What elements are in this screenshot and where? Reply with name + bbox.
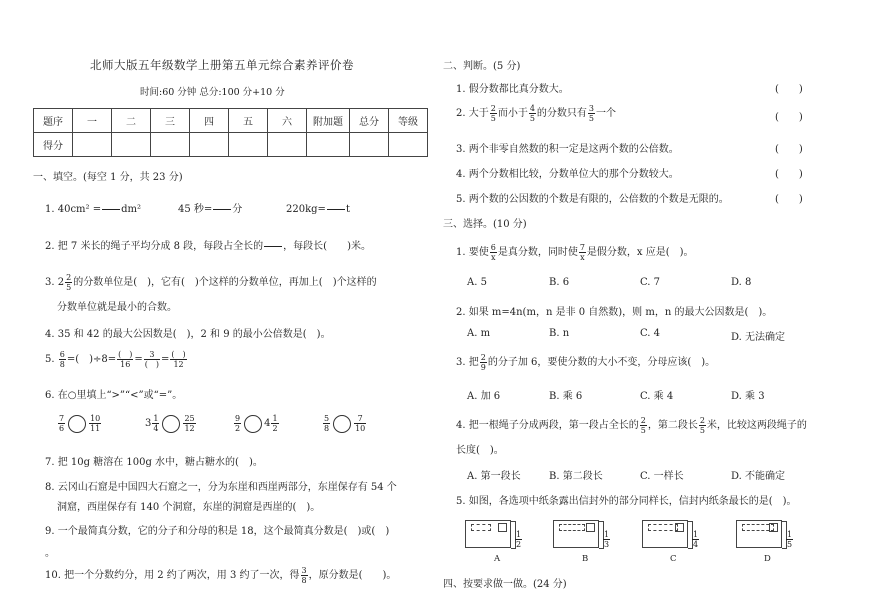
fraction: $\frac{9}{2}$ (235, 414, 241, 433)
score-cell[interactable] (73, 133, 112, 157)
c1-text: 1. 要使 (456, 247, 489, 258)
fraction: $\frac{2}{5}$ (490, 104, 496, 123)
c1-text: 是真分数，同时使 (497, 247, 578, 258)
blank-fraction[interactable] (327, 200, 345, 219)
envelope-illustration (465, 520, 511, 548)
compare-item-3 (233, 414, 280, 433)
section-4-heading: 四、按要求做一做。(24 分) (443, 579, 567, 590)
q5-number: 5. (45, 354, 55, 365)
option-a[interactable]: A. m (467, 328, 491, 339)
blank-fraction[interactable] (264, 237, 282, 256)
fraction: $\frac{1}{4}$ (153, 414, 159, 433)
question-1-c (286, 200, 350, 219)
c3-text: 的分子加 6，要使分数的大小不变，分母应该( )。 (487, 357, 716, 368)
compare-circle[interactable] (68, 415, 86, 433)
strip-fraction: $\frac{1}{4}$ (693, 530, 699, 549)
q2-text: 2. 把 7 米长的绳子平均分成 8 段，每段占全长的 (45, 241, 264, 252)
section-3-heading: 三、选择。(10 分) (443, 219, 527, 230)
table-cell: 题序 (34, 109, 73, 133)
fraction: $\frac{6}{x}$ (490, 243, 496, 262)
option-d[interactable]: D. 8 (731, 277, 752, 288)
fraction: $\frac{2}{5}$ (66, 273, 72, 292)
table-cell: 二 (112, 109, 151, 133)
judge-4: 4. 两个分数相比较，分数单位大的那个分数较大。 (456, 169, 679, 180)
option-b[interactable]: B. 第二段长 (549, 471, 603, 482)
fraction: $\frac{4}{5}$ (529, 104, 535, 123)
question-5 (45, 350, 188, 369)
j2-text: 2. 大于 (456, 108, 489, 119)
score-cell[interactable] (112, 133, 151, 157)
envelope-illustration (642, 520, 688, 548)
fraction: $\frac{2}{5}$ (640, 416, 646, 435)
option-d[interactable]: D. 不能确定 (731, 471, 786, 482)
option-c[interactable]: C. 7 (640, 277, 661, 288)
choice-2: 2. 如果 m=4n(m，n 是非 0 自然数)，则 m，n 的最大公因数是( )。 (456, 307, 773, 318)
table-cell: 五 (229, 109, 268, 133)
fraction: $\frac{2}{5}$ (699, 416, 705, 435)
q5-text: =( )÷8= (66, 354, 117, 365)
fraction: $\frac{10}{11}$ (90, 414, 101, 433)
j2-text: 一个 (596, 108, 617, 119)
score-table-header-row (34, 109, 428, 133)
choice-4-line2: 长度( )。 (456, 445, 504, 456)
fraction: $\frac{7}{6}$ (59, 414, 65, 433)
q1-part-b: 45 秒= (178, 204, 213, 215)
fraction: $\frac{5}{8}$ (324, 414, 330, 433)
fraction[interactable]: $\frac{3}{( )}$ (144, 350, 160, 369)
fraction: $\frac{6}{8}$ (59, 350, 65, 369)
stamp-box (498, 523, 507, 532)
unit-text: 分 (232, 204, 243, 215)
c4-text: 米，比较这两段绳子的 (706, 420, 807, 431)
table-cell: 三 (151, 109, 190, 133)
unit-text: dm² (121, 204, 141, 215)
fraction: $\frac{1}{2}$ (272, 414, 278, 433)
question-4: 4. 35 和 42 的最大公因数是( )，2 和 9 的最小公倍数是( )。 (45, 329, 331, 340)
stamp-box (586, 523, 595, 532)
judge-2 (456, 104, 616, 123)
section-2-heading: 二、判断。(5 分) (443, 61, 521, 72)
envelope-label[interactable]: D (764, 554, 771, 564)
option-b[interactable]: B. n (549, 328, 570, 339)
option-a[interactable]: A. 第一段长 (467, 471, 521, 482)
score-cell[interactable] (389, 133, 428, 157)
question-9: 9. 一个最简真分数，它的分子和分母的积是 18，这个最简真分数是( )或( ) (45, 526, 390, 537)
answer-bracket[interactable]: ( ) (775, 84, 803, 95)
table-cell: 四 (190, 109, 229, 133)
section-1-heading: 一、填空。(每空 1 分，共 23 分) (33, 172, 183, 183)
compare-circle[interactable] (244, 415, 262, 433)
judge-3: 3. 两个非零自然数的积一定是这两个数的公倍数。 (456, 144, 679, 155)
score-cell[interactable] (350, 133, 389, 157)
compare-item-2 (145, 414, 197, 433)
answer-bracket[interactable]: ( ) (775, 169, 803, 180)
envelope-label[interactable]: B (582, 554, 589, 564)
option-c[interactable]: C. 一样长 (640, 471, 684, 482)
question-10 (45, 566, 396, 585)
question-8: 8. 云冈山石窟是中国四大石窟之一，分为东崖和西崖两部分，东崖保存有 54 个 (45, 482, 397, 493)
envelope-label[interactable]: A (494, 554, 501, 564)
answer-bracket[interactable]: ( ) (775, 194, 803, 205)
compare-item-4 (322, 414, 367, 433)
question-3-line2: 分数单位就是最小的合数。 (57, 302, 177, 313)
paper-strip (648, 524, 678, 531)
c1-text: 是假分数，x 应是( )。 (586, 247, 694, 258)
compare-circle[interactable] (162, 415, 180, 433)
question-2 (45, 237, 371, 256)
envelope-illustration (736, 520, 782, 548)
q1-part-c: 220kg= (286, 204, 326, 215)
q10-text-end: ，原分数是( )。 (308, 570, 397, 581)
paper-strip (559, 524, 585, 531)
option-b[interactable]: B. 6 (549, 277, 570, 288)
question-3 (45, 273, 377, 292)
fraction[interactable]: $\frac{( )}{12}$ (171, 350, 186, 369)
fraction: $\frac{3}{5}$ (588, 104, 595, 123)
option-b[interactable]: B. 乘 6 (549, 391, 583, 402)
judge-5: 5. 两个数的公因数的个数是有限的，公倍数的个数是无限的。 (456, 194, 729, 205)
mixed-whole: 4 (264, 418, 271, 429)
answer-bracket[interactable]: ( ) (775, 144, 803, 155)
blank-fraction[interactable] (213, 200, 231, 219)
exam-subtitle: 时间:60 分钟 总分:100 分+10 分 (140, 87, 285, 98)
fraction[interactable]: $\frac{( )}{16}$ (118, 350, 133, 369)
envelope-label[interactable]: C (670, 554, 677, 564)
option-a[interactable]: A. 5 (467, 277, 487, 288)
fraction: $\frac{7}{10}$ (355, 414, 366, 433)
q3-text: 的分数单位是( )，它有( )个这样的分数单位，再加上( )个这样的 (73, 277, 377, 288)
choice-4 (456, 416, 807, 435)
question-1 (45, 200, 141, 219)
fraction: $\frac{2}{9}$ (480, 353, 486, 372)
score-cell[interactable] (190, 133, 229, 157)
choice-3 (456, 353, 715, 372)
fraction: $\frac{25}{12}$ (184, 414, 195, 433)
strip-fraction: $\frac{1}{5}$ (787, 530, 793, 549)
table-cell: 得分 (34, 133, 73, 157)
option-c[interactable]: C. 乘 4 (640, 391, 674, 402)
question-1-b (178, 200, 242, 219)
fraction: $\frac{7}{x}$ (579, 243, 585, 262)
stamp-box (675, 523, 684, 532)
mixed-whole: 3 (145, 418, 152, 429)
envelope-illustration (553, 520, 599, 548)
compare-circle[interactable] (333, 415, 351, 433)
option-a[interactable]: A. 加 6 (467, 391, 501, 402)
c4-text: 4. 把一根绳子分成两段，第一段占全长的 (456, 420, 639, 431)
table-cell: 六 (268, 109, 307, 133)
table-cell: 总分 (350, 109, 389, 133)
c3-text: 3. 把 (456, 357, 479, 368)
c4-text: ，第二段长 (647, 420, 698, 431)
table-cell: 一 (73, 109, 112, 133)
page-title: 北师大版五年级数学上册第五单元综合素养评价卷 (90, 58, 354, 72)
mixed-whole: 2 (57, 277, 65, 288)
option-d[interactable]: D. 乘 3 (731, 391, 765, 402)
unit-text: t (345, 204, 350, 215)
answer-bracket[interactable]: ( ) (775, 112, 803, 123)
table-cell: 等级 (389, 109, 428, 133)
blank-fraction[interactable] (102, 200, 120, 219)
question-8-line2: 洞窟，西崖保存有 140 个洞窟，东崖的洞窟是西崖的( )。 (57, 502, 321, 513)
score-cell[interactable] (268, 133, 307, 157)
q10-text: 10. 把一个分数约分，用 2 约了两次，用 3 约了一次，得 (45, 570, 300, 581)
question-6: 6. 在○里填上“>”“<”或“=”。 (45, 390, 183, 401)
compare-item-1 (57, 414, 102, 433)
choice-5: 5. 如图，各选项中纸条露出信封外的部分同样长，信封内纸条最长的是( )。 (456, 496, 797, 507)
equals-sign: = (161, 354, 170, 365)
q2-text-end: ，每段长( )米。 (283, 241, 371, 252)
score-cell[interactable] (229, 133, 268, 157)
j2-text: 而小于 (497, 108, 528, 119)
j2-text: 的分数只有 (536, 108, 587, 119)
option-d[interactable]: D. 无法确定 (731, 332, 786, 343)
strip-fraction: $\frac{1}{2}$ (516, 530, 522, 549)
score-table-row (34, 133, 428, 157)
choice-1 (456, 243, 694, 262)
judge-1: 1. 假分数都比真分数大。 (456, 84, 569, 95)
strip-fraction: $\frac{1}{3}$ (604, 530, 610, 549)
q1-part-a: 1. 40cm² = (45, 204, 102, 215)
equals-sign: = (134, 354, 143, 365)
option-c[interactable]: C. 4 (640, 328, 661, 339)
score-table (33, 108, 428, 157)
score-cell[interactable] (151, 133, 190, 157)
fraction: $\frac{3}{8}$ (301, 566, 307, 585)
score-cell[interactable] (307, 133, 350, 157)
table-cell: 附加题 (307, 109, 350, 133)
stamp-box (769, 523, 778, 532)
paper-strip (471, 524, 491, 531)
question-7: 7. 把 10g 糖溶在 100g 水中，糖占糖水的( )。 (45, 457, 263, 468)
q3-number: 3. (45, 277, 55, 288)
question-9-line2: 。 (45, 548, 55, 559)
